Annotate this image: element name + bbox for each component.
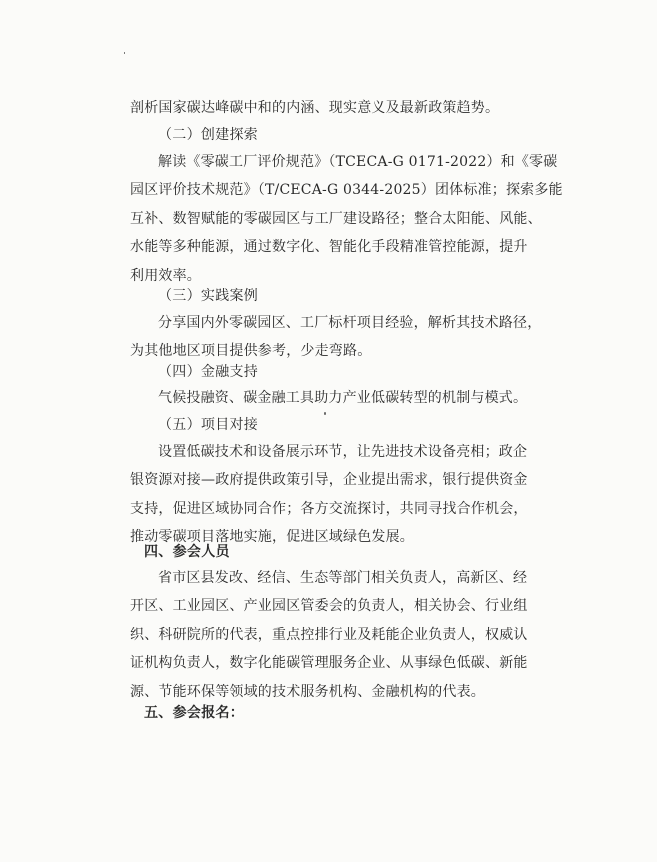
section-5-body [130,438,550,552]
body-line: 互补、数智赋能的零碳园区与工厂建设路径；整合太阳能、风能、 [130,210,542,227]
section-3-heading: （三）实践案例 [158,288,259,304]
scan-speck [124,52,125,54]
body-line: 源、节能环保等领域的技术服务机构、金融机构的代表。 [130,683,485,700]
section-4-body [130,384,550,412]
part-four-body [130,564,550,706]
body-line: 证机构负责人，数字化能碳管理服务企业、从事绿色低碳、新能 [130,655,528,672]
body-line: 银资源对接—政府提供政策引导，企业提出需求，银行提供资金 [130,472,528,489]
body-line: 支持，促进区域协同合作；各方交流探讨，共同寻找合作机会， [130,500,528,517]
body-line: 水能等多种能源，通过数字化、智能化手段精准管控能源，提升 [130,239,528,256]
section-2-body [130,148,563,290]
body-line: 省市区县发改、经信、生态等部门相关负责人，高新区、经 [158,570,528,586]
body-line: 设置低碳技术和设备展示环节，让先进技术设备亮相；政企 [158,444,528,460]
body-line: 为其他地区项目提供参考，少走弯路。 [130,343,372,360]
scan-speck [324,412,326,415]
section-5-heading: （五）项目对接 [158,417,259,433]
body-line: 利用效率。 [130,267,201,284]
section-4-heading: （四）金融支持 [158,364,259,380]
intro-line: 剖析国家碳达峰碳中和的内涵、现实意义及最新政策趋势。 [130,100,500,116]
body-line: 解读《零碳工厂评价规范》（TCECA-G 0171-2022）和《零碳 [158,154,558,170]
body-line: 开区、工业园区、产业园区管委会的负责人，相关协会、行业组 [130,598,528,615]
part-five-heading: 五、参会报名： [144,705,245,721]
section-3-body [130,309,550,366]
body-line: 织、科研院所的代表，重点控排行业及耗能企业负责人，权威认 [130,626,528,643]
intro-paragraph [130,94,550,122]
section-2-heading: （二）创建探索 [158,127,259,143]
part-four-heading: 四、参会人员 [144,544,230,560]
body-line: 气候投融资、碳金融工具助力产业低碳转型的机制与模式。 [158,390,528,406]
body-line: 园区评价技术规范》（T/CECA-G 0344-2025）团体标准；探索多能 [130,182,563,199]
body-line: 推动零碳项目落地实施，促进区域绿色发展。 [130,529,414,546]
body-line: 分享国内外零碳园区、工厂标杆项目经验，解析其技术路径， [158,315,542,331]
